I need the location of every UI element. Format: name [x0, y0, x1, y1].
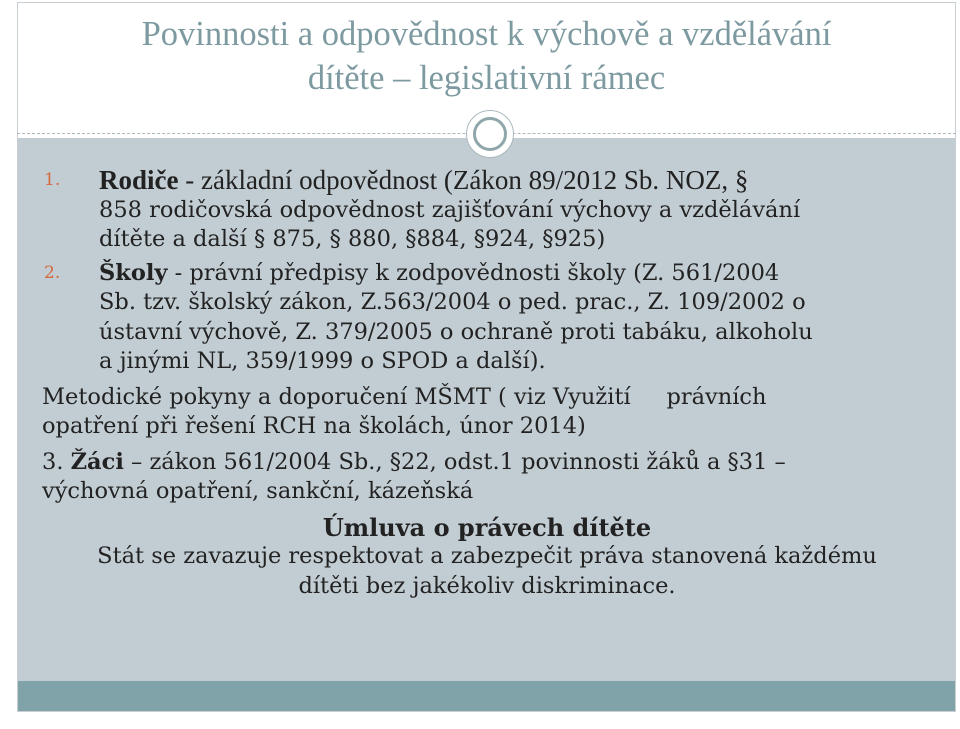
- item-text: Sb. tzv. školský zákon, Z.563/2004 o ped. prac., Z. 109/2002 o: [99, 289, 806, 315]
- title-line-1: Povinnosti a odpovědnost k výchově a vzdělávání: [141, 15, 832, 53]
- paragraph-text: opatření při řešení RCH na školách, únor 2014): [42, 413, 586, 439]
- slide-body: [42, 166, 932, 601]
- paragraph-metodicke: [42, 383, 932, 442]
- umluva-heading: Úmluva o právech dítěte: [322, 512, 652, 542]
- item-text: a jinými NL, 359/1999 o SPOD a další).: [99, 348, 546, 374]
- list-item-zaci: [42, 448, 932, 507]
- circle-ornament-icon: [466, 110, 514, 158]
- item-text: - právní předpisy k zodpovědnosti školy (Z. 561/2004: [167, 259, 780, 286]
- list-number: 2.: [44, 262, 61, 283]
- item-prefix: 3.: [42, 448, 71, 475]
- item-heading: Rodiče: [99, 165, 179, 195]
- item-text: dítěte a další § 875, § 880, §884, §924, §925): [99, 226, 606, 252]
- title-line-2: dítěte – legislativní rámec: [307, 59, 666, 97]
- item-text: – zákon 561/2004 Sb., §22, odst.1 povinnosti žáků a §31 –: [123, 448, 786, 475]
- item-text: - základní odpovědnost (Zákon 89/2012 Sb. NOZ, §: [178, 165, 749, 195]
- item-text: ústavní výchově, Z. 379/2005 o ochraně proti tabáku, alkoholu: [99, 318, 813, 345]
- paragraph-umluva: [42, 513, 932, 602]
- list-number: 1.: [44, 170, 61, 190]
- paragraph-text: dítěti bez jakékoliv diskriminace.: [298, 572, 676, 599]
- list-item-rodice: [42, 166, 932, 255]
- list-item-skoly: [42, 259, 932, 377]
- paragraph-text: Stát se zavazuje respektovat a zabezpečit práva stanovená každému: [97, 543, 877, 569]
- footer-bar: [18, 681, 955, 711]
- paragraph-text: Metodické pokyny a doporučení MŠMT ( viz Využití právních: [42, 383, 767, 410]
- item-text: výchovná opatření, sankční, kázeňská: [42, 478, 474, 504]
- item-heading: Žáci: [70, 448, 124, 475]
- item-text: 858 rodičovská odpovědnost zajišťování výchovy a vzdělávání: [99, 196, 801, 223]
- item-heading: Školy: [99, 259, 168, 286]
